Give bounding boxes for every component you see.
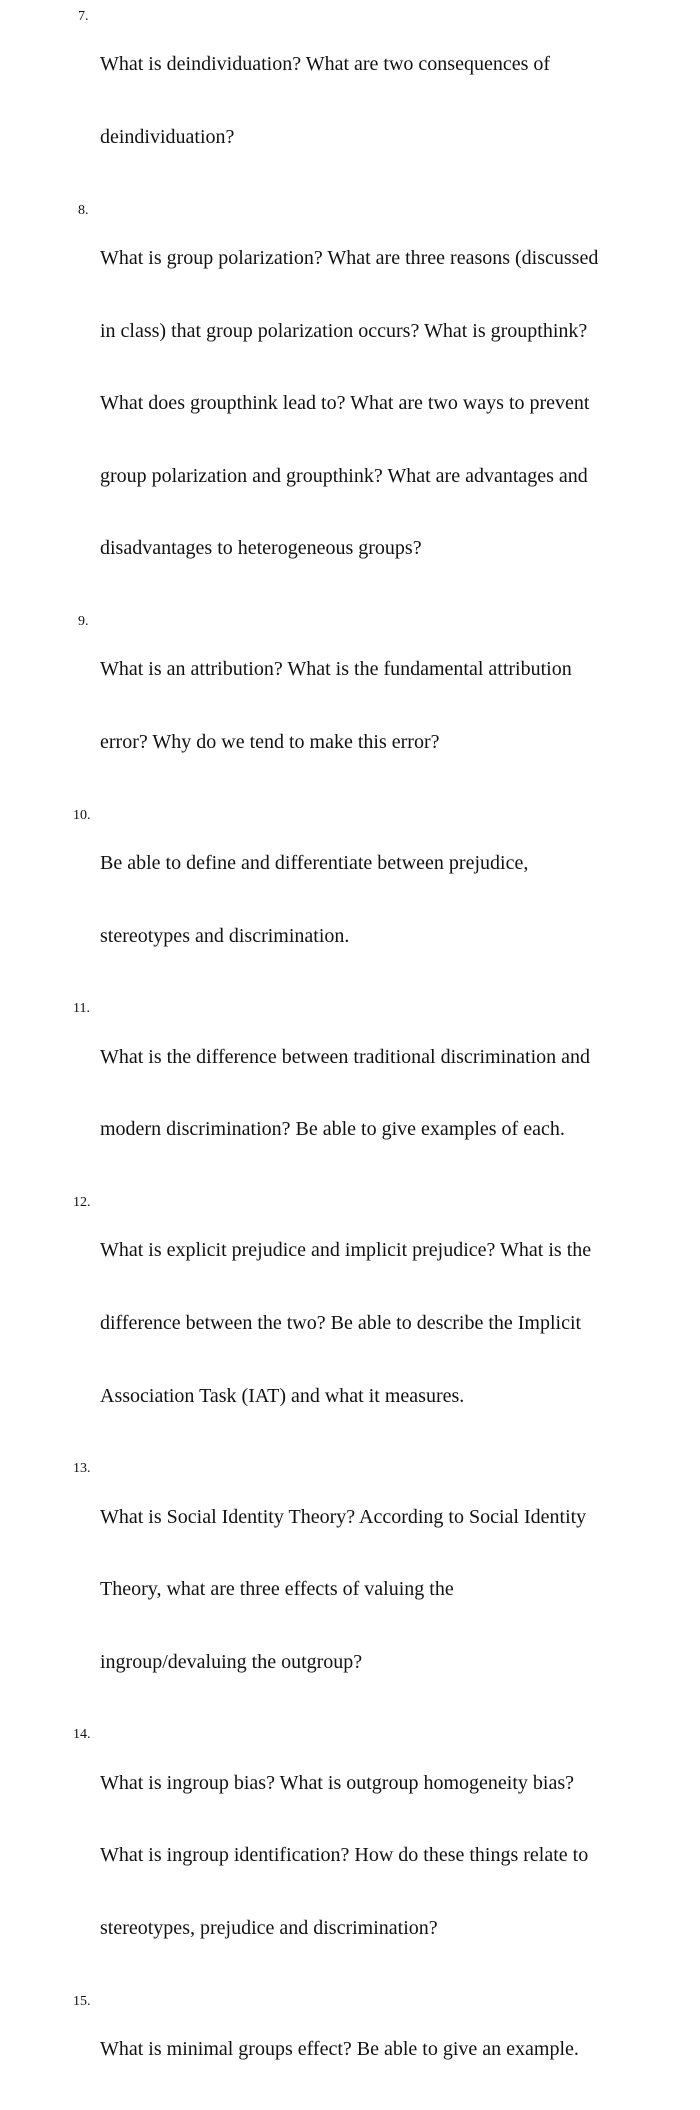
question-line: Be able to define and differentiate between prejudice, — [100, 852, 529, 875]
question-line: modern discrimination? Be able to give examples of each. — [100, 1118, 565, 1141]
question-number: 9. — [78, 614, 89, 630]
question-line: What is group polarization? What are three reasons (discussed — [100, 247, 599, 270]
question-text — [100, 996, 640, 1190]
question-text — [100, 198, 640, 609]
question-item — [0, 4, 700, 198]
question-line: disadvantages to heterogeneous groups? — [100, 537, 422, 560]
question-number: 13. — [73, 1461, 91, 1477]
question-text — [100, 609, 640, 803]
question-line: deindividuation? — [100, 126, 235, 149]
question-number: 14. — [73, 1727, 91, 1743]
question-list — [0, 4, 700, 2110]
question-number: 12. — [73, 1194, 91, 1210]
question-line: stereotypes and discrimination. — [100, 924, 350, 947]
question-line: ingroup/devaluing the outgroup? — [100, 1650, 363, 1673]
question-line: What is ingroup bias? What is outgroup homogeneity bias? — [100, 1771, 574, 1794]
question-item — [0, 1190, 700, 1456]
question-text — [100, 1989, 640, 2110]
question-line: What is the difference between traditional discrimination and — [100, 1045, 591, 1068]
question-line: What does groupthink lead to? What are two ways to prevent — [100, 392, 590, 415]
question-item — [0, 1989, 700, 2110]
question-line: in class) that group polarization occurs? What is groupthink? — [100, 319, 588, 342]
question-number: 8. — [78, 202, 89, 218]
question-item — [0, 609, 700, 803]
question-text — [100, 1456, 640, 1722]
question-number: 7. — [78, 9, 89, 24]
question-line: stereotypes, prejudice and discrimination? — [100, 1917, 438, 1940]
question-line: difference between the two? Be able to describe the Implicit — [100, 1311, 582, 1334]
question-text — [100, 803, 640, 997]
question-text — [100, 1190, 640, 1456]
cropped-previous-line — [150, 0, 590, 2]
question-text — [100, 1722, 640, 1988]
cropped-next-line — [100, 560, 620, 572]
question-item — [0, 996, 700, 1190]
question-number: 11. — [73, 1001, 90, 1017]
question-line: What is an attribution? What is the fundamental attribution — [100, 658, 572, 681]
question-line: What is Social Identity Theory? According to Social Identity — [100, 1505, 587, 1528]
question-text — [100, 4, 640, 198]
question-line: What is ingroup identification? How do these things relate to — [100, 1844, 589, 1867]
question-line: group polarization and groupthink? What are advantages and — [100, 464, 588, 487]
question-item — [0, 1456, 700, 1722]
question-item — [0, 198, 700, 609]
question-number: 15. — [73, 1993, 91, 2009]
question-line: error? Why do we tend to make this error? — [100, 731, 440, 754]
question-line: What is deindividuation? What are two consequences of — [100, 53, 551, 76]
question-line: Association Task (IAT) and what it measures. — [100, 1384, 465, 1407]
question-line: Theory, what are three effects of valuing the — [100, 1578, 454, 1601]
question-item — [0, 1722, 700, 1988]
question-line: What is explicit prejudice and implicit prejudice? What is the — [100, 1239, 592, 1262]
question-number: 10. — [73, 807, 91, 823]
question-item — [0, 803, 700, 997]
question-line: What is minimal groups effect? Be able to give an example. — [100, 2038, 579, 2061]
